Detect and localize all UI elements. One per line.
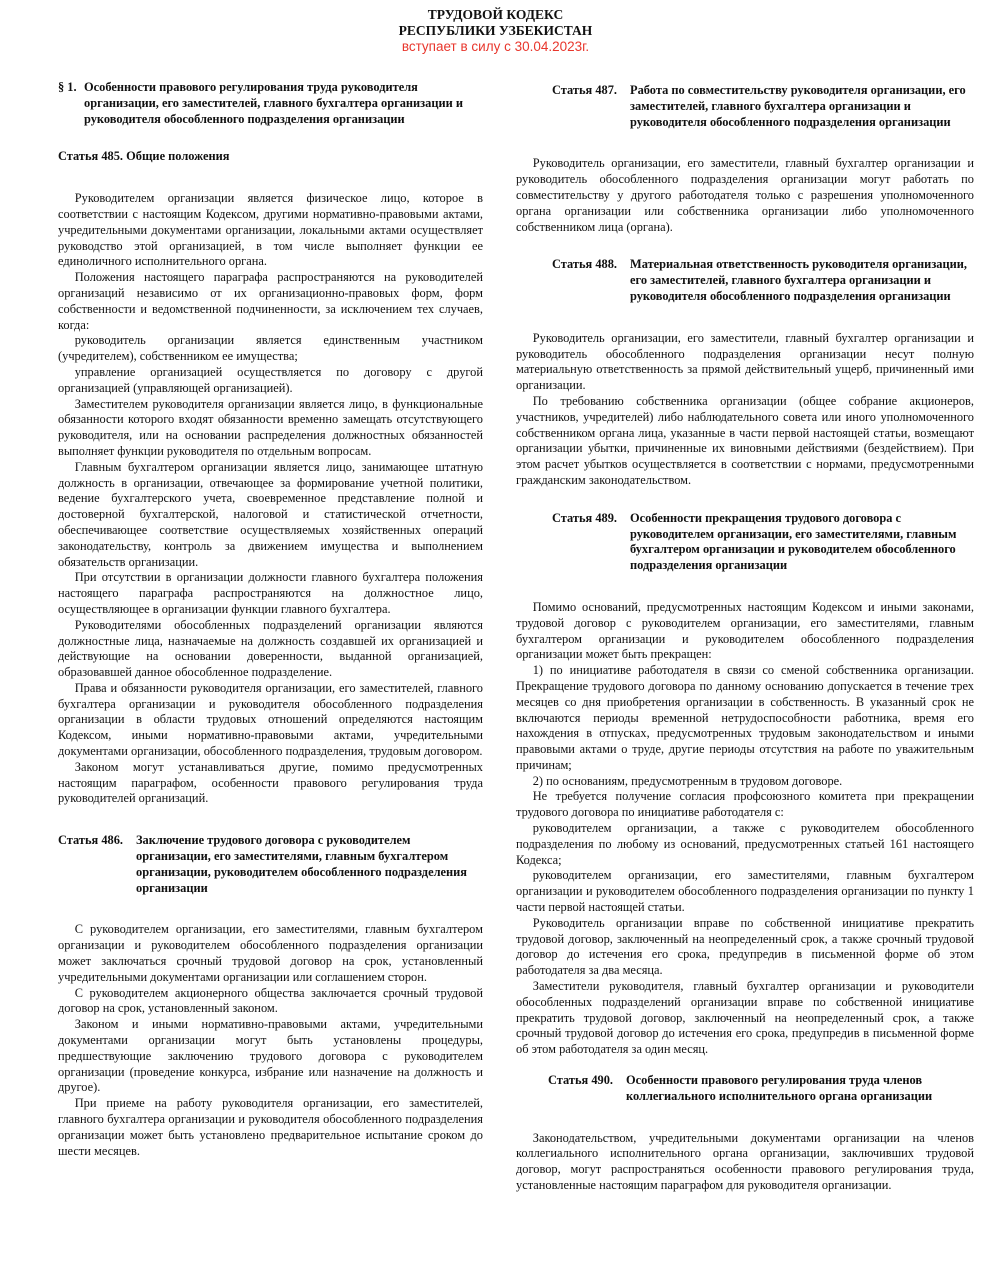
paragraph: Не требуется получение согласия профсоюзного комитета при прекращении трудового договора по инициативе работодателя с: bbox=[516, 789, 974, 820]
article-490-heading bbox=[516, 1073, 974, 1105]
section-number: § 1. bbox=[58, 80, 77, 94]
article-485-heading bbox=[58, 149, 483, 165]
paragraph: Руководитель организации, его заместители, главный бухгалтер организации и руководитель обособленного подразделения организации несут полную материальную ответственность за прямой действительный ущерб, причиненный ими организации. bbox=[516, 330, 974, 393]
paragraph: руководитель организации является единственным участником (учредителем), собственником ее имущества; bbox=[58, 333, 483, 364]
paragraph: Руководитель организации вправе по собственной инициативе прекратить трудовой договор, заключенный на неопределенный срок, а также срочный трудовой договор до истечения его срока, предупредив в письменной форме об этом работодателя за два месяца. bbox=[516, 915, 974, 978]
paragraph: управление организацией осуществляется по договору с другой организацией (управляющей организацией). bbox=[58, 364, 483, 395]
article-489-title: Особенности прекращения трудового договора с руководителем организации, его заместителями, главным бухгалтером организации и руководителем обособленного подразделения организации bbox=[630, 510, 957, 573]
effective-date: вступает в силу с 30.04.2023г. bbox=[401, 39, 590, 54]
paragraph: Руководитель организации, его заместители, главный бухгалтер организации и руководитель обособленного подразделения организации могут работать по совместительству у другого работодателя только с разрешения уполномоченного органа организации или собственника организации либо уполномоченного собственником лица (органа). bbox=[516, 156, 974, 234]
article-486-number: Статья 486. bbox=[58, 833, 124, 848]
article-488-title: Материальная ответственность руководителя организации, его заместителей, главного бухгалтера организации и руководителя обособленного подразделения организации bbox=[630, 257, 968, 303]
article-490-title: Особенности правового регулирования труда членов коллегиального исполнительного органа организации bbox=[626, 1073, 933, 1103]
article-489-heading bbox=[516, 511, 974, 574]
article-487-number: Статья 487. bbox=[552, 83, 618, 97]
document-title: ТРУДОВОЙ КОДЕКС bbox=[427, 7, 564, 22]
paragraph: При приеме на работу руководителя организации, его заместителей, главного бухгалтера организации и руководителя обособленного подразделения организации может быть установлено предварительное испытание сроком до шести месяцев. bbox=[58, 1096, 483, 1158]
paragraph: Законодательством, учредительными документами организации на членов коллегиального исполнительного органа организации, заключивших трудовой договор, могут распространяться особенности правового регулирования труда, установленные настоящим параграфом для руководителя организации. bbox=[516, 1130, 974, 1193]
paragraph: Заместителем руководителя организации является лицо, в функциональные обязанности которого входят обязанности временно замещать отсутствующего руководителя, или на основании распределения должностных обязанностей выполняет функции руководителя по отдельным вопросам. bbox=[58, 396, 483, 458]
paragraph: Главным бухгалтером организации является лицо, занимающее штатную должность в организации, отвечающее за формирование учетной политики, ведение бухгалтерского учета, своевременное представление полной и достоверной бухгалтерской, налоговой и статистической отчетности, обеспечивающее соответствие осуществляемых хозяйственных операций законодательству, контроль за движением имущества и выполнением обязательств организации. bbox=[58, 459, 483, 569]
paragraph: Помимо оснований, предусмотренных настоящим Кодексом и иными законами, трудовой договор с руководителем организации, его заместителями, главным бухгалтером организации и руководителем обособленного подразделения организации может быть прекращен: bbox=[516, 599, 974, 662]
paragraph: При отсутствии в организации должности главного бухгалтера положения настоящего параграфа распространяются на должностное лицо, осуществляющее в организации функции главного бухгалтера. bbox=[58, 570, 483, 616]
article-490-number: Статья 490. bbox=[548, 1073, 614, 1088]
paragraph: 2) по основаниям, предусмотренным в трудовом договоре. bbox=[532, 773, 843, 788]
paragraph: По требованию собственника организации (общее собрание акционеров, участников, учредителей) либо наблюдательного совета или иного уполномоченного собственником органа лица, указанные в части первой настоящей статьи, возмещают организации убытки, причиненные их виновными действиями (бездействием). При этом расчет убытков осуществляется в соответствии с нормами, предусмотренными гражданским законодательством. bbox=[516, 393, 974, 487]
paragraph: руководителем организации, а также с руководителем обособленного подразделения по любому из оснований, предусмотренных статьей 161 настоящего Кодекса; bbox=[516, 821, 974, 867]
paragraph: С руководителем организации, его заместителями, главным бухгалтером организации и руководителем обособленного подразделения организации может заключаться срочный трудовой договор на срок, установленный учредительными документами организации или соглашением сторон. bbox=[58, 922, 483, 984]
paragraph: Законом и иными нормативно-правовыми актами, учредительными документами организации могут быть установлены процедуры, предшествующие заключению трудового договора с руководителем организации (проведение конкурса, избрание или назначение на должность и другое). bbox=[58, 1017, 483, 1095]
article-485-title: Общие положения bbox=[126, 149, 230, 164]
right-column bbox=[516, 83, 974, 1194]
article-487-title: Работа по совместительству руководителя организации, его заместителей, главного бухгалтера организации и руководителя обособленного подразделения организации bbox=[630, 83, 966, 129]
article-485-number: Статья 485. bbox=[58, 149, 124, 164]
section-title: Особенности правового регулирования труда руководителя организации, его заместителей, главного бухгалтера организации и руководителя обособленного подразделения организации bbox=[84, 80, 464, 126]
paragraph: руководителем организации, его заместителями, главным бухгалтером организации и руководителем обособленного подразделения организации по пункту 1 части первой настоящей статьи. bbox=[516, 868, 974, 915]
article-486-title: Заключение трудового договора с руководителем организации, его заместителями, главным бухгалтером организации, руководителем обособленного подразделения организации bbox=[136, 833, 468, 895]
article-488-number: Статья 488. bbox=[552, 257, 618, 272]
article-489-number: Статья 489. bbox=[552, 510, 618, 525]
paragraph: Руководителем организации является физическое лицо, которое в соответствии с настоящим Кодексом, другими нормативно-правовыми актами, учредительными документами организации, локальными актами осуществляет руководство этой организацией, в том числе выполняет функции ее единоличного исполнительного органа. bbox=[58, 191, 483, 269]
paragraph: С руководителем акционерного общества заключается срочный трудовой договор на срок, установленный законом. bbox=[58, 985, 483, 1016]
paragraph: Права и обязанности руководителя организации, его заместителей, главного бухгалтера организации и руководителя обособленного подразделения организации в области трудовых отношений определяются настоящим Кодексом, иными нормативно-правовыми актами, учредительными документами организации, обособленного подразделения, трудовым договором. bbox=[58, 680, 483, 759]
article-488-heading bbox=[516, 257, 974, 304]
paragraph: Руководителями обособленных подразделений организации являются должностные лица, назначаемые на должность создавшей их организацией и действующие на основании доверенности, выданной организацией, образовавшей данное обособленное подразделение. bbox=[58, 617, 483, 680]
paragraph: Законом могут устанавливаться другие, помимо предусмотренных настоящим параграфом, особенности правового регулирования труда руководителей организаций. bbox=[58, 759, 483, 806]
left-column bbox=[58, 80, 483, 1159]
document-subtitle: РЕСПУБЛИКИ УЗБЕКИСТАН bbox=[398, 23, 593, 38]
paragraph: Заместители руководителя, главный бухгалтер организации и руководители обособленных подразделений организации вправе по собственной инициативе прекратить трудовой договор, заключенный на неопределенный срок, а также срочный трудовой договор до истечения его срока, предупредив в письменной форме об этом работодателя за один месяц. bbox=[516, 979, 974, 1057]
paragraph: Положения настоящего параграфа распространяются на руководителей организаций независимо от их организационно-правовых форм, форм собственности и ведомственной подчиненности, за исключением тех случаев, когда: bbox=[58, 270, 483, 332]
paragraph: 1) по инициативе работодателя в связи со сменой собственника организации. Прекращение трудового договора по данному основанию допускается в течение трех месяцев со дня приобретения организации в собственность. В указанный срок не включаются периоды временной нетрудоспособности работника, время его нахождения в отпусках, предусмотренных трудовым законодательством и иными правовыми актами о труде, другие периоды отсутствия на работе по уважительным причинам; bbox=[516, 663, 974, 772]
section-heading bbox=[58, 80, 483, 127]
article-487-heading bbox=[516, 83, 974, 130]
document-header bbox=[0, 7, 991, 55]
article-486-heading bbox=[58, 833, 483, 896]
